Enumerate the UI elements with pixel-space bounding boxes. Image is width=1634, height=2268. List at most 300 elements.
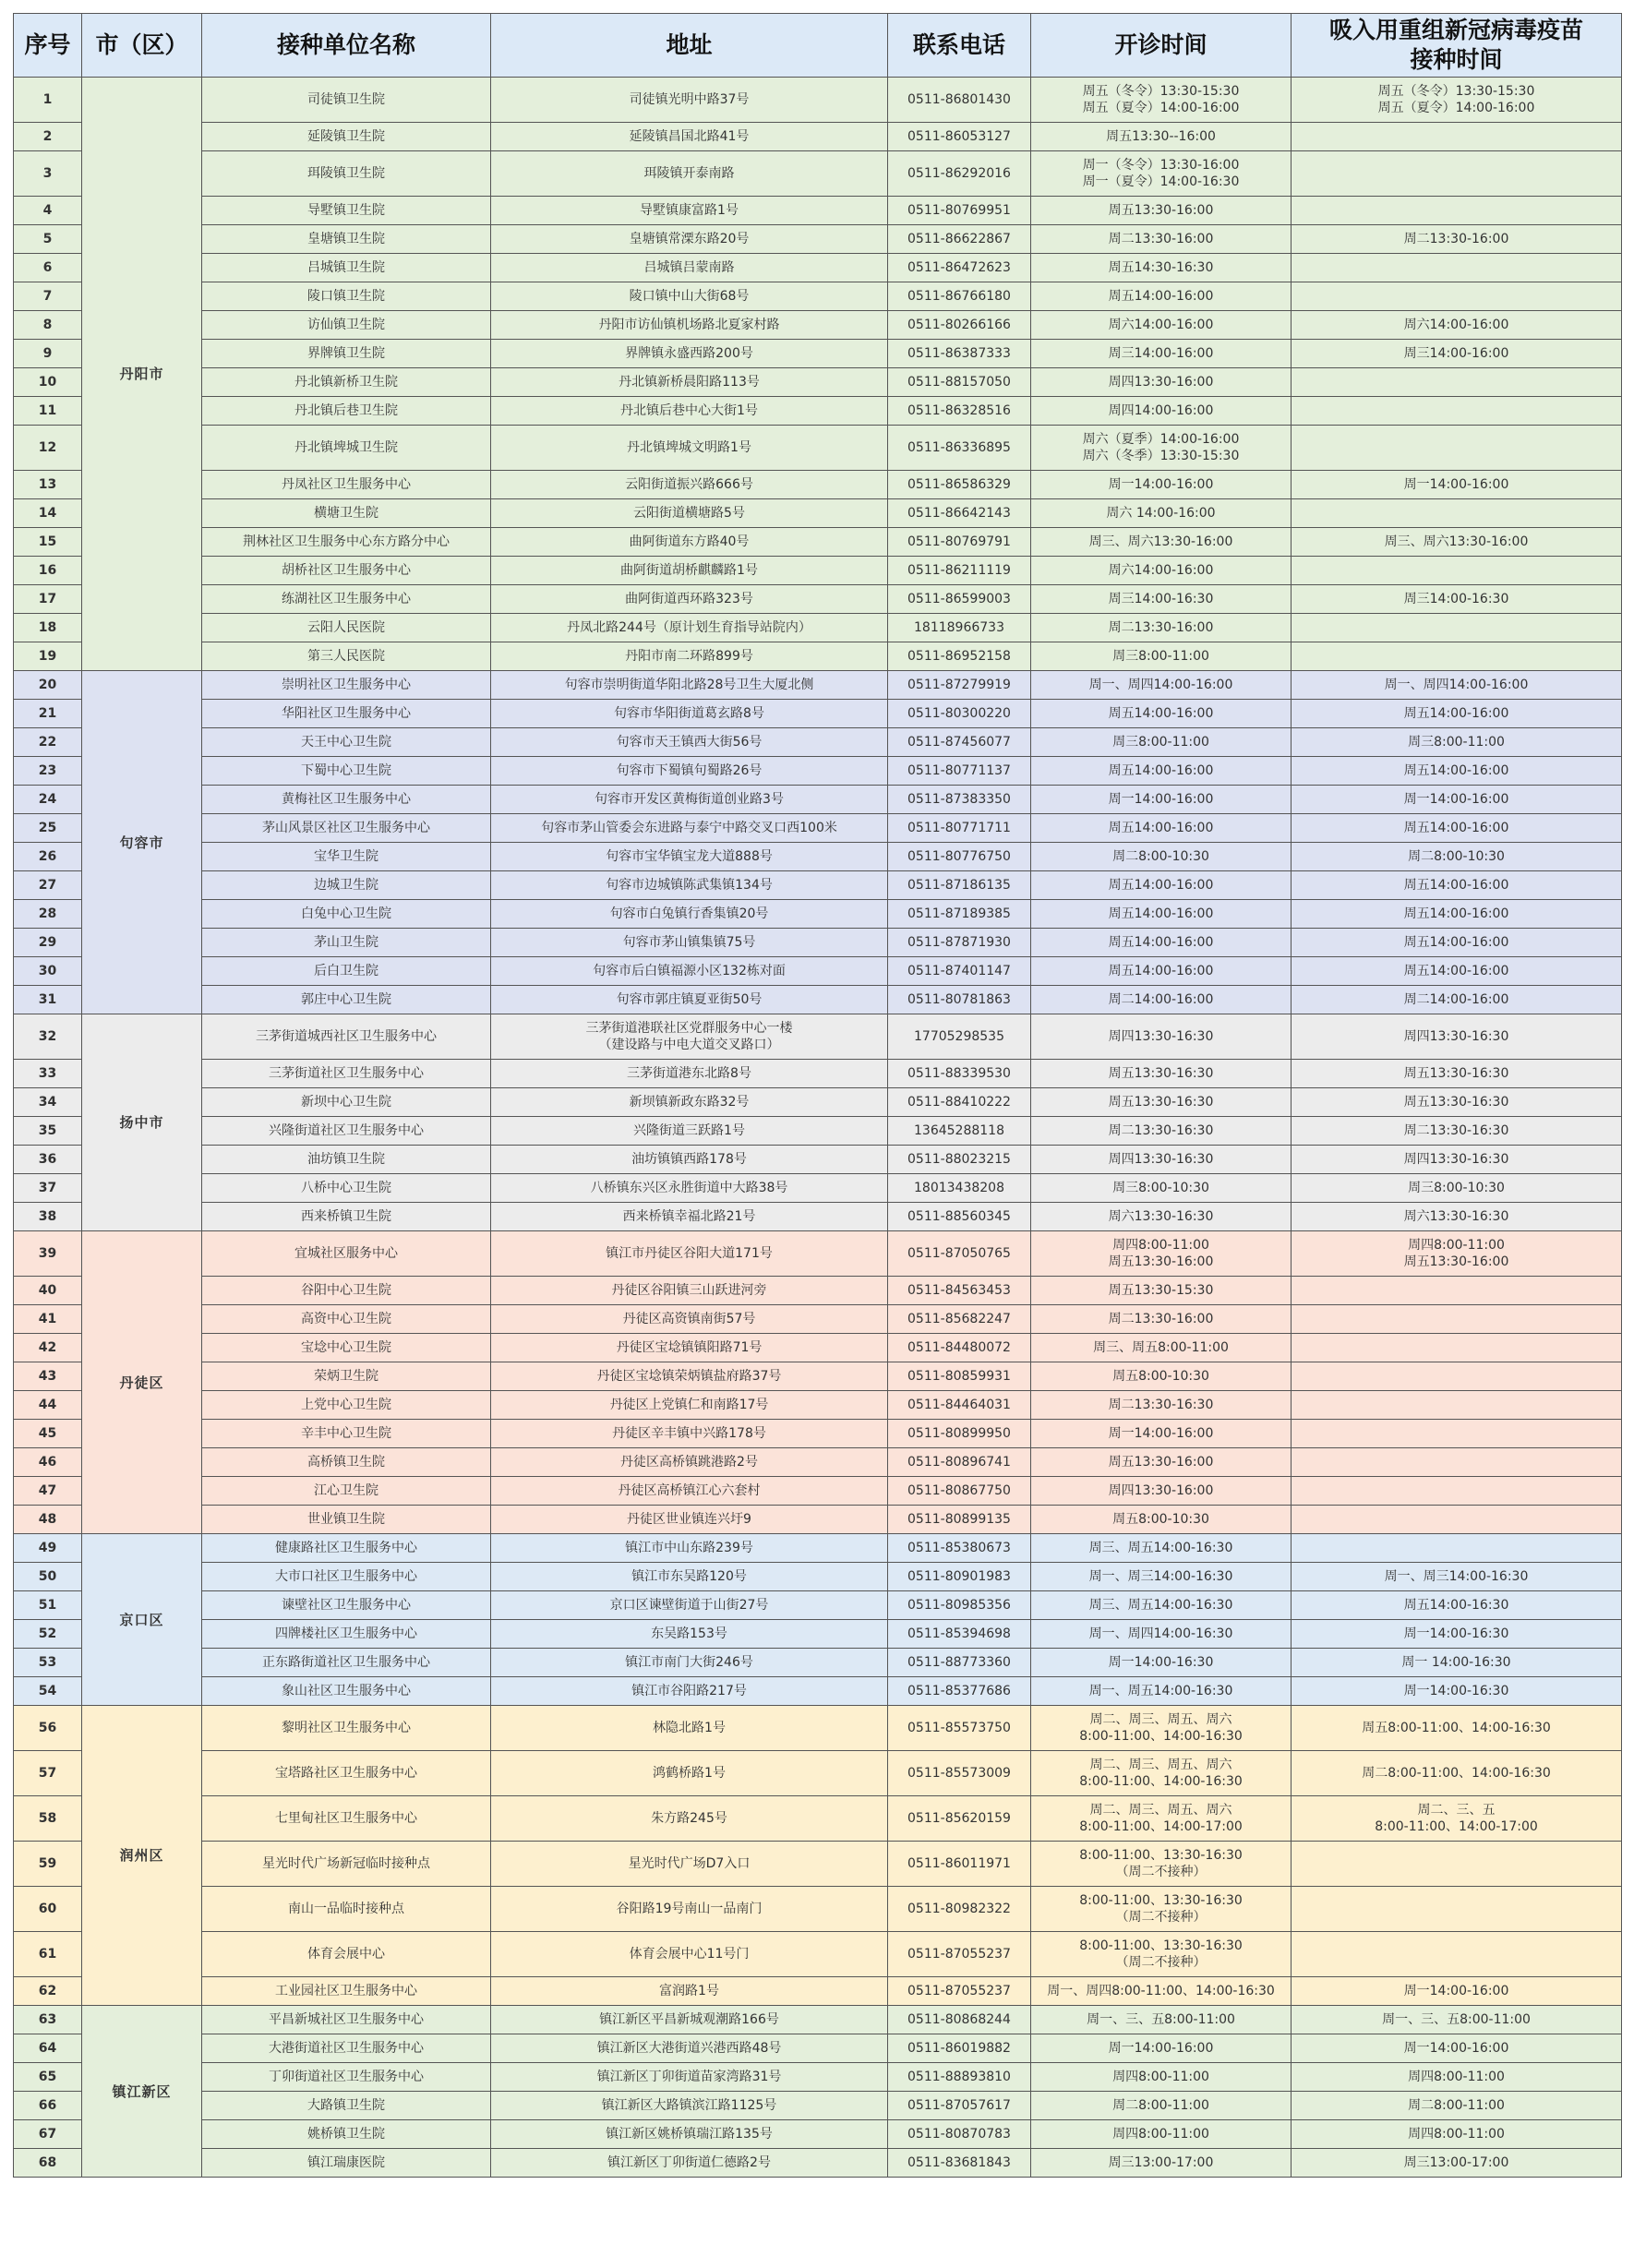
cell-index: 28 xyxy=(14,900,82,929)
cell-index: 64 xyxy=(14,2034,82,2063)
cell-address: 云阳街道振兴路666号 xyxy=(491,471,888,499)
table-row xyxy=(14,642,1622,671)
cell-unit-name: 宝塔路社区卫生服务中心 xyxy=(202,1751,491,1796)
cell-clinic-hours: 周四8:00-11:00 xyxy=(1031,2063,1292,2092)
cell-address: 丹徒区辛丰镇中兴路178号 xyxy=(491,1420,888,1448)
cell-unit-name: 华阳社区卫生服务中心 xyxy=(202,700,491,728)
cell-phone: 0511-86292016 xyxy=(888,151,1031,197)
cell-index: 66 xyxy=(14,2092,82,2120)
cell-phone: 0511-83681843 xyxy=(888,2149,1031,2178)
cell-clinic-hours: 周二、周三、周五、周六 8:00-11:00、14:00-16:30 xyxy=(1031,1706,1292,1751)
cell-inhaled-vaccine-hours xyxy=(1292,1334,1622,1362)
table-row xyxy=(14,957,1622,986)
cell-clinic-hours: 周一14:00-16:30 xyxy=(1031,1649,1292,1677)
cell-clinic-hours: 周一、周四8:00-11:00、14:00-16:30 xyxy=(1031,1977,1292,2006)
table-row xyxy=(14,528,1622,557)
cell-index: 29 xyxy=(14,929,82,957)
table-row xyxy=(14,426,1622,471)
cell-phone: 0511-87050765 xyxy=(888,1231,1031,1277)
cell-phone: 0511-80982322 xyxy=(888,1887,1031,1932)
header-index: 序号 xyxy=(14,14,82,78)
cell-unit-name: 世业镇卫生院 xyxy=(202,1506,491,1534)
cell-index: 67 xyxy=(14,2120,82,2149)
cell-clinic-hours: 周三14:00-16:30 xyxy=(1031,585,1292,614)
cell-inhaled-vaccine-hours: 周五13:30-16:30 xyxy=(1292,1060,1622,1088)
cell-inhaled-vaccine-hours xyxy=(1292,397,1622,426)
cell-address: 曲阿街道胡桥麒麟路1号 xyxy=(491,557,888,585)
table-row xyxy=(14,1649,1622,1677)
cell-phone: 0511-80868244 xyxy=(888,2006,1031,2034)
cell-inhaled-vaccine-hours xyxy=(1292,197,1622,225)
cell-unit-name: 云阳人民医院 xyxy=(202,614,491,642)
cell-index: 21 xyxy=(14,700,82,728)
table-row xyxy=(14,1534,1622,1563)
cell-address: 镇江市中山东路239号 xyxy=(491,1534,888,1563)
cell-inhaled-vaccine-hours xyxy=(1292,557,1622,585)
cell-address: 曲阿街道东方路40号 xyxy=(491,528,888,557)
table-row xyxy=(14,1620,1622,1649)
cell-phone: 0511-80769951 xyxy=(888,197,1031,225)
cell-phone: 0511-86011971 xyxy=(888,1842,1031,1887)
cell-phone: 0511-88893810 xyxy=(888,2063,1031,2092)
cell-phone: 0511-88157050 xyxy=(888,368,1031,397)
cell-address: 新坝镇新政东路32号 xyxy=(491,1088,888,1117)
cell-phone: 0511-87055237 xyxy=(888,1932,1031,1977)
cell-unit-name: 象山社区卫生服务中心 xyxy=(202,1677,491,1706)
cell-index: 22 xyxy=(14,728,82,757)
cell-address: 富润路1号 xyxy=(491,1977,888,2006)
cell-phone: 0511-88339530 xyxy=(888,1060,1031,1088)
table-row xyxy=(14,78,1622,123)
cell-clinic-hours: 周六14:00-16:00 xyxy=(1031,311,1292,340)
cell-unit-name: 导墅镇卫生院 xyxy=(202,197,491,225)
cell-inhaled-vaccine-hours xyxy=(1292,1448,1622,1477)
cell-district: 润州区 xyxy=(82,1706,202,2006)
cell-unit-name: 丹北镇埤城卫生院 xyxy=(202,426,491,471)
table-row xyxy=(14,1305,1622,1334)
table-row xyxy=(14,340,1622,368)
cell-phone: 0511-80870783 xyxy=(888,2120,1031,2149)
cell-index: 56 xyxy=(14,1706,82,1751)
cell-unit-name: 三茅街道城西社区卫生服务中心 xyxy=(202,1014,491,1060)
cell-address: 三茅街道港东北路8号 xyxy=(491,1060,888,1088)
cell-clinic-hours: 周五14:00-16:00 xyxy=(1031,814,1292,843)
table-row xyxy=(14,368,1622,397)
cell-index: 19 xyxy=(14,642,82,671)
cell-phone: 0511-84563453 xyxy=(888,1277,1031,1305)
cell-phone: 0511-80771711 xyxy=(888,814,1031,843)
cell-inhaled-vaccine-hours: 周四13:30-16:30 xyxy=(1292,1146,1622,1174)
cell-unit-name: 黎明社区卫生服务中心 xyxy=(202,1706,491,1751)
cell-unit-name: 四牌楼社区卫生服务中心 xyxy=(202,1620,491,1649)
cell-inhaled-vaccine-hours: 周四8:00-11:00 周五13:30-16:00 xyxy=(1292,1231,1622,1277)
cell-address: 丹徒区宝埝镇荣炳镇盐府路37号 xyxy=(491,1362,888,1391)
cell-index: 38 xyxy=(14,1203,82,1231)
cell-phone: 0511-86801430 xyxy=(888,78,1031,123)
cell-unit-name: 胡桥社区卫生服务中心 xyxy=(202,557,491,585)
cell-phone: 0511-87057617 xyxy=(888,2092,1031,2120)
cell-address: 丹阳市访仙镇机场路北夏家村路 xyxy=(491,311,888,340)
cell-clinic-hours: 周四13:30-16:00 xyxy=(1031,368,1292,397)
cell-phone: 13645288118 xyxy=(888,1117,1031,1146)
cell-index: 6 xyxy=(14,254,82,282)
table-row xyxy=(14,671,1622,700)
cell-unit-name: 宝埝中心卫生院 xyxy=(202,1334,491,1362)
table-row xyxy=(14,1060,1622,1088)
cell-phone: 0511-85394698 xyxy=(888,1620,1031,1649)
cell-address: 丹凤北路244号（原计划生育指导站院内） xyxy=(491,614,888,642)
cell-inhaled-vaccine-hours: 周五14:00-16:00 xyxy=(1292,871,1622,900)
cell-phone: 0511-80781863 xyxy=(888,986,1031,1014)
cell-unit-name: 谷阳中心卫生院 xyxy=(202,1277,491,1305)
cell-index: 37 xyxy=(14,1174,82,1203)
cell-unit-name: 茅山风景区社区卫生服务中心 xyxy=(202,814,491,843)
cell-address: 东吴路153号 xyxy=(491,1620,888,1649)
cell-district: 丹徒区 xyxy=(82,1231,202,1534)
table-row xyxy=(14,225,1622,254)
cell-unit-name: 陵口镇卫生院 xyxy=(202,282,491,311)
cell-clinic-hours: 周五14:00-16:00 xyxy=(1031,900,1292,929)
table-body xyxy=(14,78,1622,2178)
table-row xyxy=(14,1448,1622,1477)
table-row xyxy=(14,2063,1622,2092)
cell-phone: 0511-85682247 xyxy=(888,1305,1031,1334)
cell-district: 京口区 xyxy=(82,1534,202,1706)
cell-index: 41 xyxy=(14,1305,82,1334)
cell-inhaled-vaccine-hours: 周三、周六13:30-16:00 xyxy=(1292,528,1622,557)
cell-clinic-hours: 周三14:00-16:00 xyxy=(1031,340,1292,368)
cell-index: 4 xyxy=(14,197,82,225)
table-row xyxy=(14,197,1622,225)
cell-unit-name: 八桥中心卫生院 xyxy=(202,1174,491,1203)
cell-index: 35 xyxy=(14,1117,82,1146)
table-row xyxy=(14,1334,1622,1362)
cell-inhaled-vaccine-hours: 周五14:00-16:00 xyxy=(1292,814,1622,843)
table-row xyxy=(14,397,1622,426)
cell-clinic-hours: 周五14:00-16:00 xyxy=(1031,700,1292,728)
cell-index: 15 xyxy=(14,528,82,557)
cell-unit-name: 正东路街道社区卫生服务中心 xyxy=(202,1649,491,1677)
table-row xyxy=(14,557,1622,585)
table-row xyxy=(14,814,1622,843)
cell-index: 39 xyxy=(14,1231,82,1277)
table-row xyxy=(14,311,1622,340)
cell-phone: 0511-80901983 xyxy=(888,1563,1031,1591)
cell-unit-name: 辛丰中心卫生院 xyxy=(202,1420,491,1448)
cell-phone: 0511-85377686 xyxy=(888,1677,1031,1706)
cell-phone: 0511-80896741 xyxy=(888,1448,1031,1477)
cell-unit-name: 健康路社区卫生服务中心 xyxy=(202,1534,491,1563)
cell-clinic-hours: 8:00-11:00、13:30-16:30 （周二不接种） xyxy=(1031,1932,1292,1977)
cell-clinic-hours: 周二、周三、周五、周六 8:00-11:00、14:00-16:30 xyxy=(1031,1751,1292,1796)
table-row xyxy=(14,471,1622,499)
cell-clinic-hours: 周一、周五14:00-16:30 xyxy=(1031,1677,1292,1706)
cell-clinic-hours: 周二13:30-16:00 xyxy=(1031,614,1292,642)
cell-address: 八桥镇东兴区永胜街道中大路38号 xyxy=(491,1174,888,1203)
cell-address: 句容市郭庄镇夏亚街50号 xyxy=(491,986,888,1014)
cell-inhaled-vaccine-hours xyxy=(1292,1842,1622,1887)
cell-index: 60 xyxy=(14,1887,82,1932)
table-row xyxy=(14,1706,1622,1751)
cell-address: 丹徒区宝埝镇镇阳路71号 xyxy=(491,1334,888,1362)
cell-unit-name: 谏壁社区卫生服务中心 xyxy=(202,1591,491,1620)
cell-address: 丹北镇后巷中心大街1号 xyxy=(491,397,888,426)
table-row xyxy=(14,1506,1622,1534)
cell-inhaled-vaccine-hours xyxy=(1292,642,1622,671)
cell-address: 星光时代广场D7入口 xyxy=(491,1842,888,1887)
table-row xyxy=(14,929,1622,957)
cell-unit-name: 镇江瑞康医院 xyxy=(202,2149,491,2178)
cell-phone: 0511-88410222 xyxy=(888,1088,1031,1117)
cell-clinic-hours: 周三13:00-17:00 xyxy=(1031,2149,1292,2178)
cell-clinic-hours: 周二13:30-16:00 xyxy=(1031,1305,1292,1334)
cell-phone: 0511-85380673 xyxy=(888,1534,1031,1563)
header-phone: 联系电话 xyxy=(888,14,1031,78)
header-row xyxy=(14,14,1622,78)
cell-clinic-hours: 周五14:30-16:30 xyxy=(1031,254,1292,282)
cell-address: 句容市宝华镇宝龙大道888号 xyxy=(491,843,888,871)
cell-address: 丹北镇埤城文明路1号 xyxy=(491,426,888,471)
cell-unit-name: 白兔中心卫生院 xyxy=(202,900,491,929)
cell-index: 1 xyxy=(14,78,82,123)
cell-address: 丹徒区世业镇连兴圩9 xyxy=(491,1506,888,1534)
cell-inhaled-vaccine-hours xyxy=(1292,368,1622,397)
cell-address: 句容市下蜀镇句蜀路26号 xyxy=(491,757,888,786)
cell-clinic-hours: 周五14:00-16:00 xyxy=(1031,929,1292,957)
cell-phone: 0511-80266166 xyxy=(888,311,1031,340)
cell-index: 58 xyxy=(14,1796,82,1842)
cell-index: 57 xyxy=(14,1751,82,1796)
cell-unit-name: 体育会展中心 xyxy=(202,1932,491,1977)
table-row xyxy=(14,700,1622,728)
table-row xyxy=(14,1277,1622,1305)
cell-address: 油坊镇镇西路178号 xyxy=(491,1146,888,1174)
cell-index: 49 xyxy=(14,1534,82,1563)
table-row xyxy=(14,1088,1622,1117)
cell-unit-name: 访仙镇卫生院 xyxy=(202,311,491,340)
cell-address: 镇江新区大路镇滨江路1125号 xyxy=(491,2092,888,2120)
cell-inhaled-vaccine-hours xyxy=(1292,1420,1622,1448)
table-row xyxy=(14,900,1622,929)
cell-clinic-hours: 周六13:30-16:30 xyxy=(1031,1203,1292,1231)
cell-unit-name: 上党中心卫生院 xyxy=(202,1391,491,1420)
cell-clinic-hours: 周三、周五8:00-11:00 xyxy=(1031,1334,1292,1362)
cell-inhaled-vaccine-hours: 周五14:00-16:00 xyxy=(1292,957,1622,986)
cell-clinic-hours: 周一14:00-16:00 xyxy=(1031,471,1292,499)
cell-phone: 0511-88023215 xyxy=(888,1146,1031,1174)
cell-phone: 0511-87871930 xyxy=(888,929,1031,957)
cell-index: 24 xyxy=(14,786,82,814)
cell-inhaled-vaccine-hours xyxy=(1292,426,1622,471)
cell-unit-name: 丹凤社区卫生服务中心 xyxy=(202,471,491,499)
cell-index: 14 xyxy=(14,499,82,528)
cell-unit-name: 丹北镇后巷卫生院 xyxy=(202,397,491,426)
header-district: 市（区） xyxy=(82,14,202,78)
cell-district: 镇江新区 xyxy=(82,2006,202,2178)
cell-index: 34 xyxy=(14,1088,82,1117)
cell-inhaled-vaccine-hours: 周一14:00-16:00 xyxy=(1292,2034,1622,2063)
cell-index: 9 xyxy=(14,340,82,368)
cell-unit-name: 七里甸社区卫生服务中心 xyxy=(202,1796,491,1842)
table-row xyxy=(14,1591,1622,1620)
cell-inhaled-vaccine-hours: 周四8:00-11:00 xyxy=(1292,2063,1622,2092)
cell-address: 丹徒区高资镇南街57号 xyxy=(491,1305,888,1334)
cell-index: 23 xyxy=(14,757,82,786)
cell-district: 丹阳市 xyxy=(82,78,202,671)
cell-inhaled-vaccine-hours: 周五14:00-16:00 xyxy=(1292,929,1622,957)
cell-phone: 0511-86622867 xyxy=(888,225,1031,254)
cell-index: 11 xyxy=(14,397,82,426)
cell-inhaled-vaccine-hours: 周一14:00-16:30 xyxy=(1292,1620,1622,1649)
cell-inhaled-vaccine-hours xyxy=(1292,1932,1622,1977)
cell-inhaled-vaccine-hours: 周一14:00-16:00 xyxy=(1292,1977,1622,2006)
vaccination-sites-table xyxy=(13,13,1622,2178)
table-row xyxy=(14,614,1622,642)
table-row xyxy=(14,1677,1622,1706)
cell-index: 62 xyxy=(14,1977,82,2006)
cell-address: 句容市开发区黄梅街道创业路3号 xyxy=(491,786,888,814)
cell-unit-name: 南山一品临时接种点 xyxy=(202,1887,491,1932)
cell-index: 54 xyxy=(14,1677,82,1706)
cell-address: 句容市后白镇福源小区132栋对面 xyxy=(491,957,888,986)
cell-index: 48 xyxy=(14,1506,82,1534)
cell-inhaled-vaccine-hours xyxy=(1292,499,1622,528)
cell-clinic-hours: 周三、周六13:30-16:00 xyxy=(1031,528,1292,557)
cell-clinic-hours: 周一、周四14:00-16:00 xyxy=(1031,671,1292,700)
table-row xyxy=(14,871,1622,900)
cell-index: 3 xyxy=(14,151,82,197)
table-row xyxy=(14,1751,1622,1796)
cell-address: 吕城镇吕蒙南路 xyxy=(491,254,888,282)
cell-unit-name: 宝华卫生院 xyxy=(202,843,491,871)
cell-unit-name: 姚桥镇卫生院 xyxy=(202,2120,491,2149)
cell-inhaled-vaccine-hours xyxy=(1292,1506,1622,1534)
table-row xyxy=(14,1014,1622,1060)
cell-phone: 0511-86766180 xyxy=(888,282,1031,311)
cell-inhaled-vaccine-hours: 周一、三、五8:00-11:00 xyxy=(1292,2006,1622,2034)
cell-address: 体育会展中心11号门 xyxy=(491,1932,888,1977)
cell-index: 30 xyxy=(14,957,82,986)
cell-address: 界牌镇永盛西路200号 xyxy=(491,340,888,368)
cell-address: 丹徒区谷阳镇三山跃进河旁 xyxy=(491,1277,888,1305)
cell-phone: 0511-87279919 xyxy=(888,671,1031,700)
cell-phone: 0511-86952158 xyxy=(888,642,1031,671)
table-row xyxy=(14,1796,1622,1842)
cell-index: 68 xyxy=(14,2149,82,2178)
table-row xyxy=(14,1203,1622,1231)
cell-clinic-hours: 周五13:30--16:00 xyxy=(1031,123,1292,151)
cell-clinic-hours: 周二13:30-16:00 xyxy=(1031,225,1292,254)
cell-inhaled-vaccine-hours: 周二13:30-16:30 xyxy=(1292,1117,1622,1146)
cell-inhaled-vaccine-hours xyxy=(1292,1277,1622,1305)
cell-address: 镇江新区平昌新城观潮路166号 xyxy=(491,2006,888,2034)
cell-index: 13 xyxy=(14,471,82,499)
cell-phone: 0511-80899950 xyxy=(888,1420,1031,1448)
cell-clinic-hours: 周二13:30-16:30 xyxy=(1031,1117,1292,1146)
cell-index: 36 xyxy=(14,1146,82,1174)
cell-index: 12 xyxy=(14,426,82,471)
cell-phone: 0511-86053127 xyxy=(888,123,1031,151)
cell-address: 曲阿街道西环路323号 xyxy=(491,585,888,614)
cell-address: 丹徒区高桥镇江心六套村 xyxy=(491,1477,888,1506)
cell-address: 丹阳市南二环路899号 xyxy=(491,642,888,671)
table-row xyxy=(14,786,1622,814)
cell-clinic-hours: 周一14:00-16:00 xyxy=(1031,786,1292,814)
cell-inhaled-vaccine-hours: 周六13:30-16:30 xyxy=(1292,1203,1622,1231)
cell-inhaled-vaccine-hours: 周五14:00-16:30 xyxy=(1292,1591,1622,1620)
cell-address: 皇塘镇常溧东路20号 xyxy=(491,225,888,254)
cell-clinic-hours: 周五14:00-16:00 xyxy=(1031,757,1292,786)
cell-index: 51 xyxy=(14,1591,82,1620)
cell-inhaled-vaccine-hours: 周四8:00-11:00 xyxy=(1292,2120,1622,2149)
cell-address: 镇江新区丁卯街道苗家湾路31号 xyxy=(491,2063,888,2092)
cell-phone: 0511-85620159 xyxy=(888,1796,1031,1842)
cell-clinic-hours: 周二13:30-16:30 xyxy=(1031,1391,1292,1420)
table-row xyxy=(14,728,1622,757)
cell-unit-name: 司徒镇卫生院 xyxy=(202,78,491,123)
cell-index: 5 xyxy=(14,225,82,254)
cell-address: 丹北镇新桥晨阳路113号 xyxy=(491,368,888,397)
cell-inhaled-vaccine-hours xyxy=(1292,614,1622,642)
cell-unit-name: 工业园社区卫生服务中心 xyxy=(202,1977,491,2006)
cell-inhaled-vaccine-hours: 周二、三、五 8:00-11:00、14:00-17:00 xyxy=(1292,1796,1622,1842)
table-row xyxy=(14,499,1622,528)
cell-district: 扬中市 xyxy=(82,1014,202,1231)
cell-index: 26 xyxy=(14,843,82,871)
cell-phone: 0511-80776750 xyxy=(888,843,1031,871)
cell-phone: 0511-87383350 xyxy=(888,786,1031,814)
cell-clinic-hours: 周四13:30-16:30 xyxy=(1031,1146,1292,1174)
cell-inhaled-vaccine-hours xyxy=(1292,1391,1622,1420)
cell-unit-name: 丁卯街道社区卫生服务中心 xyxy=(202,2063,491,2092)
cell-phone: 0511-80899135 xyxy=(888,1506,1031,1534)
cell-unit-name: 崇明社区卫生服务中心 xyxy=(202,671,491,700)
table-row xyxy=(14,123,1622,151)
cell-index: 33 xyxy=(14,1060,82,1088)
cell-index: 25 xyxy=(14,814,82,843)
cell-unit-name: 兴隆街道社区卫生服务中心 xyxy=(202,1117,491,1146)
cell-address: 句容市白兔镇行香集镇20号 xyxy=(491,900,888,929)
cell-phone: 0511-86019882 xyxy=(888,2034,1031,2063)
table-row xyxy=(14,1887,1622,1932)
cell-unit-name: 星光时代广场新冠临时接种点 xyxy=(202,1842,491,1887)
cell-clinic-hours: 周四8:00-11:00 xyxy=(1031,2120,1292,2149)
table-row xyxy=(14,1563,1622,1591)
cell-index: 17 xyxy=(14,585,82,614)
table-row xyxy=(14,843,1622,871)
table-row xyxy=(14,1362,1622,1391)
cell-index: 52 xyxy=(14,1620,82,1649)
cell-clinic-hours: 周一（冬令）13:30-16:00 周一（夏令）14:00-16:30 xyxy=(1031,151,1292,197)
cell-address: 谷阳路19号南山一品南门 xyxy=(491,1887,888,1932)
cell-address: 镇江市东吴路120号 xyxy=(491,1563,888,1591)
cell-clinic-hours: 周二14:00-16:00 xyxy=(1031,986,1292,1014)
cell-phone: 0511-86599003 xyxy=(888,585,1031,614)
cell-unit-name: 荣炳卫生院 xyxy=(202,1362,491,1391)
cell-inhaled-vaccine-hours: 周三13:00-17:00 xyxy=(1292,2149,1622,2178)
table-row xyxy=(14,2092,1622,2120)
cell-inhaled-vaccine-hours: 周二8:00-10:30 xyxy=(1292,843,1622,871)
cell-index: 16 xyxy=(14,557,82,585)
cell-index: 43 xyxy=(14,1362,82,1391)
cell-unit-name: 高桥镇卫生院 xyxy=(202,1448,491,1477)
cell-phone: 0511-88560345 xyxy=(888,1203,1031,1231)
cell-phone: 0511-80985356 xyxy=(888,1591,1031,1620)
cell-phone: 0511-84480072 xyxy=(888,1334,1031,1362)
table-row xyxy=(14,254,1622,282)
cell-clinic-hours: 周二8:00-11:00 xyxy=(1031,2092,1292,2120)
cell-unit-name: 新坝中心卫生院 xyxy=(202,1088,491,1117)
